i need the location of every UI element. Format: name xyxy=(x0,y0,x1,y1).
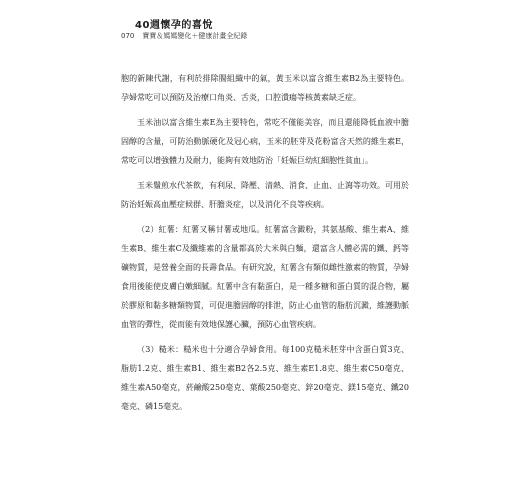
book-title: 40週懷孕的喜悅 xyxy=(135,20,213,31)
paragraph: 玉米油以富含維生素E為主要特色，常吃不僅能美容，而且還能降低血液中膽固醇的含量，可防治動脈硬化及冠心病，玉米的胚芽及花粉富含天然的維生素E，常吃可以增強體力及耐力，能夠有效地防治「妊娠巨幼紅細胞性貧血」。 xyxy=(121,118,409,165)
chapter-subtitle: 寶寶＆媽媽變化＋健康計畫全紀錄 xyxy=(142,32,248,40)
body-text xyxy=(121,69,409,422)
paragraph: 胞的新陳代謝，有利於排除腸組織中的氣，黃玉米以富含維生素B2為主要特色。孕婦常吃可以預防及治療口角炎、舌炎，口腔潰瘍等核黃素缺乏症。 xyxy=(121,74,409,102)
paragraph: （2）紅薯：紅薯又稱甘薯或地瓜。紅薯富含澱粉，其氨基酸、維生素A、維生素B、維生素C及纖維素的含量都高於大米與白麵，還富含人體必需的鐵、鈣等礦物質，是營養全面的長壽食品。有研究說，紅薯含有類似雌性激素的物質，孕婦食用後能使皮膚白嫩細膩。紅薯中含有黏蛋白，是一種多糖和蛋白質的混合物，屬於膠原和黏多糖類物質，可促進膽固醇的排泄，防止心血管的脂肪沉澱，維護動脈血管的彈性，從而能有效地保護心臟，預防心血管疾病。 xyxy=(121,225,409,329)
paragraph: （3）糙米：糙米也十分適合孕婦食用。每100克糙米胚芽中含蛋白質3克、脂肪1.2克、維生素B1、維生素B2各2.5克、維生素E1.8克、維生素C50毫克、維生素A50毫克，菸鹼酸250毫克、葉酸250毫克、鋅20毫克、鎂15毫克、鐵20毫克、磷15毫克。 xyxy=(121,345,409,411)
paragraph: 玉米鬚煎水代茶飲，有利尿、降壓、清熱、消食、止血、止瀉等功效。可用於防治妊娠高血壓症候群、肝膽炎症，以及消化不良等疾病。 xyxy=(121,181,409,209)
page-subheader xyxy=(121,31,247,41)
page-number: 070 xyxy=(121,32,135,40)
